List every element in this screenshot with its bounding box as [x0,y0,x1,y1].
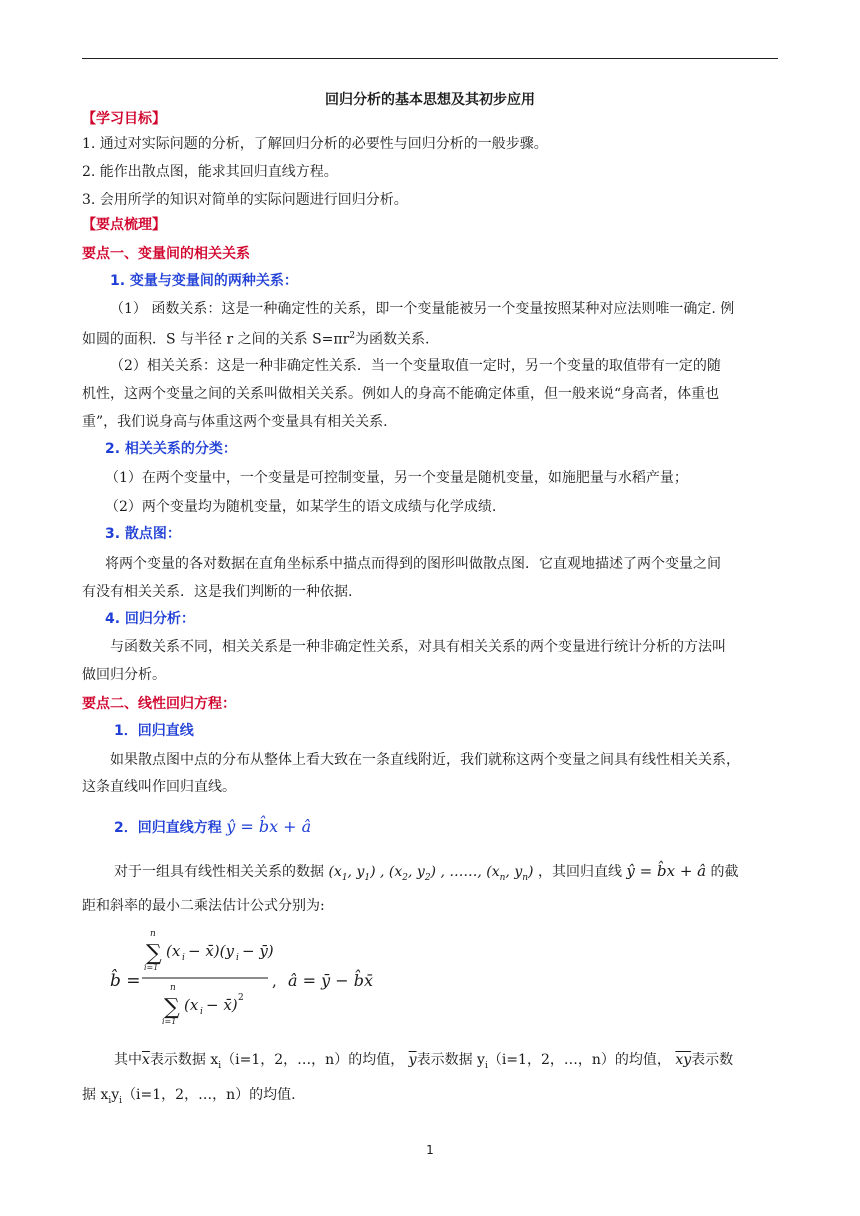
formula-intro-2: 距和斜率的最小二乘法估计公式分别为: [82,898,325,914]
svg-text:i: i [182,953,185,963]
mean-text-3: 表示数据 y [416,1052,485,1068]
least-squares-formula [110,928,410,1028]
formula-intro-1 [114,860,739,889]
svg-text:i: i [236,953,239,963]
page-number: 1 [426,1143,434,1157]
mean-text-5: 表示数 [691,1052,734,1068]
para-function-relation-2 [82,325,430,351]
svg-text:− x̄): − x̄) [206,996,238,1014]
subsection-1-4-heading: 4. 回归分析： [105,611,195,627]
y-bar-symbol: $\overline{y}$ [408,1052,417,1068]
scatter-para-1: 将两个变量的各对数据在直角坐标系中描点而得到的图形叫做散点图．它直观地描述了两个变量之间 [105,556,721,572]
regression-equation: ŷ = b̂x + â [226,817,312,836]
svg-text:,: , [272,972,277,990]
svg-text:(x: (x [184,996,199,1014]
mean-text-4: （i=1，2，…，n）的均值， [487,1052,671,1068]
xy-bar-symbol: $\overline{xy}$ [675,1052,692,1068]
mean-para-2: 据 $x_iy_i(i=1$，2，…，n）的均值. [82,1087,296,1106]
svg-text:(x: (x [166,942,181,960]
subsection-2-2-heading [114,816,311,839]
page-title: 回归分析的基本思想及其初步应用 [325,92,535,108]
para-correlation-2: 机性，这两个变量之间的关系叫做相关关系。例如人的身高不能确定体重，但一般来说“身高者，体重也 [82,386,720,402]
mean-text-b-pre: 据 x [82,1087,109,1103]
data-points-math: ($x_1$, $y_1$) , ($x_2$, $y_2$) , ……, ($x_n$, $y_n$) [328,864,534,883]
mean-para-1: 其中$\overline{x}$表示数据 $x_i(i=1$，2，…，n）的均值， $\overline{y}$表示数据 $y_i(i=1$，2，…，n）的均值， $\overline{xy}$表示数 [114,1052,734,1071]
subsection-2-1-heading: 1．回归直线 [114,723,194,739]
points-heading: 【要点梳理】 [82,217,166,233]
regression-para-2: 做回归分析。 [82,667,166,683]
svg-text:2: 2 [238,993,244,1003]
svg-text:i=1: i=1 [144,963,159,972]
mean-text-2: （i=1，2，…，n）的均值， [221,1052,405,1068]
intro-text: 对于一组具有线性相关关系的数据 [114,864,324,880]
goals-heading: 【学习目标】 [82,111,166,127]
svg-text:i=1: i=1 [162,1017,177,1026]
exponent: 2 [349,331,356,341]
formula-graphic [110,928,410,1028]
subsection-1-2-heading: 2. 相关关系的分类： [105,441,237,457]
regression-para-1: 与函数关系不同，相关关系是一种非确定性关系，对具有相关关系的两个变量进行统计分析的方法叫 [110,639,726,655]
subsection-1-3-heading: 3. 散点图： [105,526,181,542]
para-function-relation-1: （1） 函数关系：这是一种确定性的关系，即一个变量能被另一个变量按照某种对应法则唯一确定. 例 [110,301,735,317]
subsection-1-1-heading: 1. 变量与变量间的两种关系： [110,273,298,289]
section-1-heading: 要点一、变量间的相关关系 [82,246,250,262]
svg-text:∑: ∑ [164,995,180,1020]
line-para-1: 如果散点图中点的分布从整体上看大致在一条直线附近，我们就称这两个变量之间具有线性相关关系， [110,752,740,768]
svg-text:∑: ∑ [146,941,162,966]
goal-1: 1. 通过对实际问题的分析，了解回归分析的必要性与回归分析的一般步骤。 [82,136,548,152]
svg-text:b̂ =: b̂ = [110,971,141,991]
svg-text:â = ȳ − b̂x̄: â = ȳ − b̂x̄ [288,971,373,990]
section-2-heading: 要点二、线性回归方程： [82,696,236,712]
intro-tail: 的截 [710,864,739,880]
svg-text:− ȳ): − ȳ) [242,942,274,960]
para-correlation-1: （2）相关关系：这是一种非确定性关系．当一个变量取值一定时，另一个变量的取值带有一定的随 [110,358,721,374]
para-text-tail: 为函数关系. [355,331,430,348]
x-bar-symbol: $\overline{x}$ [142,1052,150,1068]
line-para-2: 这条直线叫作回归直线。 [82,779,236,795]
mean-text-b-tail: （i=1，2，…，n）的均值. [122,1087,296,1103]
heading-text: 2．回归直线方程 [114,820,222,836]
para-correlation-3: 重”，我们说身高与体重这两个变量具有相关关系. [82,414,388,430]
goal-3: 3. 会用所学的知识对简单的实际问题进行回归分析。 [82,192,408,208]
goal-2: 2. 能作出散点图，能求其回归直线方程。 [82,164,338,180]
svg-text:n: n [170,983,176,993]
svg-text:− x̄)(y: − x̄)(y [188,942,234,960]
svg-text:i: i [200,1007,203,1017]
svg-text:n: n [150,929,156,939]
classification-2: （2）两个变量均为随机变量，如某学生的语文成绩与化学成绩. [105,499,497,515]
para-text: 如圆的面积．S 与半径 r 之间的关系 S=πr [82,331,350,348]
mean-text-pre: 其中 [114,1052,142,1068]
mean-text-1: 表示数据 x [149,1052,219,1068]
intro-mid: ，其回归直线 [537,864,622,880]
equation-math: ŷ = b̂x + â [626,862,707,880]
classification-1: （1）在两个变量中，一个变量是可控制变量，另一个变量是随机变量，如施肥量与水稻产量； [105,470,688,486]
scatter-para-2: 有没有相关关系．这是我们判断的一种依据. [82,584,353,600]
header-rule [82,58,778,59]
